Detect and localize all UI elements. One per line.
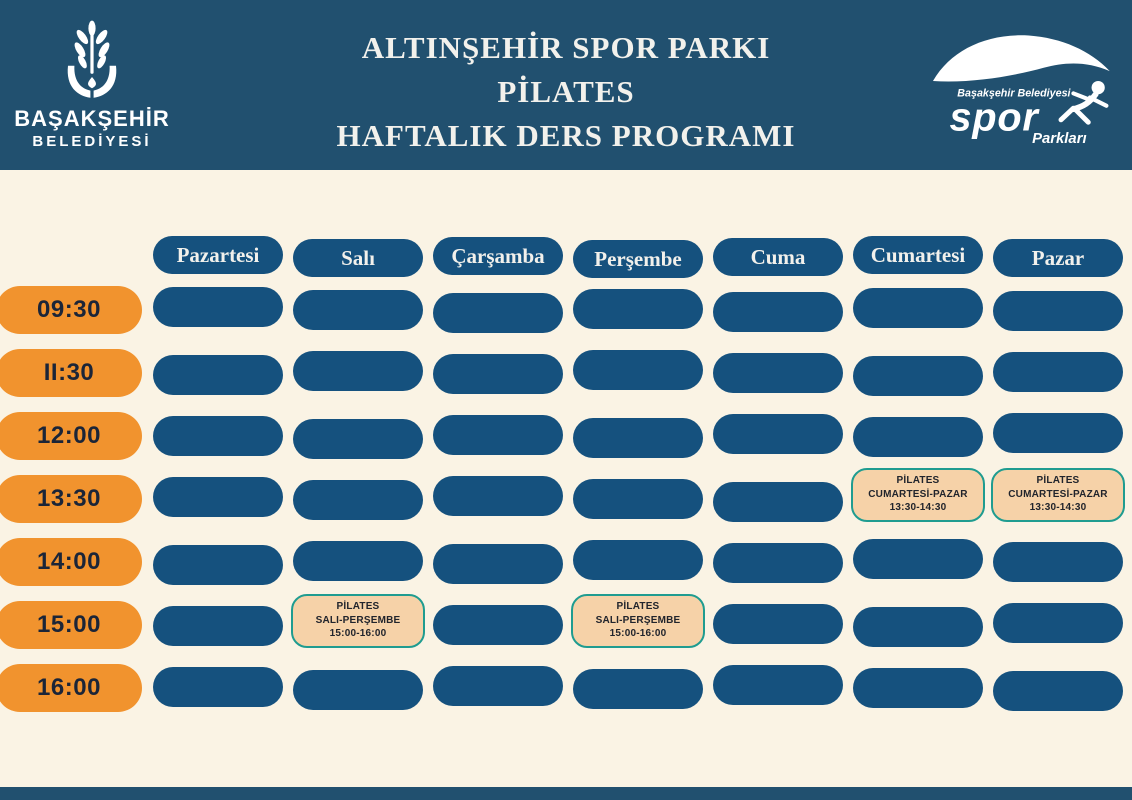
grid-slot — [708, 236, 848, 278]
spor-logo-main-text: spor — [949, 95, 1039, 140]
schedule-cell — [713, 604, 843, 644]
schedule-cell — [433, 293, 563, 333]
time-label-2: II:30 — [0, 349, 142, 397]
grid-slot — [428, 656, 568, 719]
special-class-card — [291, 594, 425, 648]
grid-slot — [0, 593, 148, 656]
day-header-4: Perşembe — [573, 240, 703, 278]
special-class-card — [851, 468, 985, 522]
grid-slot — [0, 530, 148, 593]
grid-slot — [148, 530, 288, 593]
grid-slot — [988, 530, 1128, 593]
schedule-cell — [993, 603, 1123, 643]
grid-slot — [568, 656, 708, 719]
grid-slot — [568, 593, 708, 656]
special-class-title: PİLATES — [336, 601, 380, 613]
schedule-cell — [573, 289, 703, 329]
schedule-cell — [153, 545, 283, 585]
special-class-days: CUMARTESİ-PAZAR — [868, 488, 968, 500]
schedule-cell — [293, 351, 423, 391]
grid-slot — [848, 404, 988, 467]
title-line-park: ALTINŞEHİR SPOR PARKI — [361, 30, 771, 65]
schedule-cell — [573, 479, 703, 519]
special-class-hours: 13:30-14:30 — [889, 502, 947, 514]
grid-slot — [288, 656, 428, 719]
schedule-cell — [853, 288, 983, 328]
schedule-cell — [993, 291, 1123, 331]
schedule-cell — [853, 539, 983, 579]
schedule-cell — [993, 671, 1123, 711]
municipality-name: BAŞAKŞEHİR — [14, 106, 170, 131]
grid-slot — [428, 341, 568, 404]
schedule-cell — [573, 418, 703, 458]
grid-slot — [288, 467, 428, 530]
spor-parklari-icon — [928, 28, 1118, 148]
grid-slot — [848, 236, 988, 278]
schedule-cell — [433, 666, 563, 706]
spor-logo-sub-text: Parkları — [1032, 130, 1087, 147]
grid-slot — [288, 341, 428, 404]
title-line-program: HAFTALIK DERS PROGRAMI — [336, 118, 796, 153]
schedule-cell — [433, 415, 563, 455]
day-header-6: Cumartesi — [853, 236, 983, 274]
municipality-logo — [12, 18, 172, 150]
time-label-1: 09:30 — [0, 286, 142, 334]
grid-slot — [708, 341, 848, 404]
grid-slot — [428, 236, 568, 278]
grid-slot — [288, 530, 428, 593]
grid-slot — [988, 593, 1128, 656]
grid-slot — [708, 467, 848, 530]
grid-slot — [848, 530, 988, 593]
grid-slot — [988, 404, 1128, 467]
schedule-cell — [993, 413, 1123, 453]
grid-slot — [428, 593, 568, 656]
grid-slot — [708, 593, 848, 656]
grid-slot — [288, 404, 428, 467]
day-header-7: Pazar — [993, 239, 1123, 277]
schedule-cell — [433, 605, 563, 645]
grid-slot — [428, 278, 568, 341]
spor-logo-top-text: Başakşehir Belediyesi — [957, 87, 1071, 100]
grid-slot — [148, 593, 288, 656]
schedule-cell — [993, 542, 1123, 582]
spor-parklari-logo — [928, 28, 1118, 153]
special-class-days: SALI-PERŞEMBE — [595, 614, 681, 626]
schedule-cell — [713, 665, 843, 705]
schedule-cell — [153, 416, 283, 456]
title-line-activity: PİLATES — [497, 74, 635, 109]
special-class-days: SALI-PERŞEMBE — [315, 614, 401, 626]
grid-slot — [568, 467, 708, 530]
schedule-cell — [153, 355, 283, 395]
special-class-card — [991, 468, 1125, 522]
day-header-5: Cuma — [713, 238, 843, 276]
grid-slot — [568, 530, 708, 593]
grid-slot — [0, 656, 148, 719]
schedule-cell — [293, 419, 423, 459]
grid-slot — [848, 341, 988, 404]
schedule-cell — [293, 670, 423, 710]
schedule-cell — [573, 540, 703, 580]
schedule-cell — [293, 290, 423, 330]
special-class-card — [571, 594, 705, 648]
grid-slot — [148, 278, 288, 341]
grid-slot — [148, 467, 288, 530]
grid-slot — [0, 341, 148, 404]
time-label-4: 13:30 — [0, 475, 142, 523]
schedule-cell — [853, 417, 983, 457]
grid-slot — [148, 404, 288, 467]
weekly-schedule-grid — [0, 236, 1128, 719]
schedule-cell — [713, 414, 843, 454]
grid-slot — [988, 467, 1128, 530]
grid-slot — [288, 593, 428, 656]
grid-slot — [568, 341, 708, 404]
grid-slot — [288, 236, 428, 278]
grid-slot — [568, 236, 708, 278]
grid-slot — [988, 236, 1128, 278]
special-class-title: PİLATES — [1036, 475, 1080, 487]
grid-slot — [428, 404, 568, 467]
grid-slot — [848, 278, 988, 341]
schedule-cell — [433, 354, 563, 394]
day-header-1: Pazartesi — [153, 236, 283, 274]
schedule-cell — [153, 606, 283, 646]
grid-slot — [848, 467, 988, 530]
time-label-3: 12:00 — [0, 412, 142, 460]
schedule-cell — [433, 476, 563, 516]
grid-slot — [568, 278, 708, 341]
wheat-hands-icon — [52, 18, 132, 104]
schedule-cell — [573, 350, 703, 390]
grid-slot — [568, 404, 708, 467]
poster-title — [246, 26, 886, 158]
schedule-cell — [433, 544, 563, 584]
footer-bar — [0, 787, 1132, 800]
schedule-cell — [713, 292, 843, 332]
schedule-cell — [153, 667, 283, 707]
schedule-cell — [573, 669, 703, 709]
schedule-cell — [153, 477, 283, 517]
schedule-cell — [853, 356, 983, 396]
day-header-3: Çarşamba — [433, 237, 563, 275]
time-label-6: 15:00 — [0, 601, 142, 649]
header-banner — [0, 0, 1132, 170]
grid-slot — [708, 530, 848, 593]
schedule-cell — [713, 353, 843, 393]
grid-slot — [988, 656, 1128, 719]
schedule-cell — [293, 541, 423, 581]
grid-slot — [988, 341, 1128, 404]
grid-slot — [848, 656, 988, 719]
special-class-title: PİLATES — [896, 475, 940, 487]
schedule-cell — [853, 668, 983, 708]
grid-slot — [988, 278, 1128, 341]
grid-slot — [428, 467, 568, 530]
grid-slot — [428, 530, 568, 593]
special-class-hours: 15:00-16:00 — [609, 628, 667, 640]
grid-slot — [148, 236, 288, 278]
time-label-7: 16:00 — [0, 664, 142, 712]
grid-slot — [848, 593, 988, 656]
day-header-2: Salı — [293, 239, 423, 277]
grid-slot — [288, 278, 428, 341]
schedule-cell — [293, 480, 423, 520]
grid-slot — [0, 404, 148, 467]
special-class-days: CUMARTESİ-PAZAR — [1008, 488, 1108, 500]
schedule-cell — [993, 352, 1123, 392]
time-label-5: 14:00 — [0, 538, 142, 586]
grid-slot — [148, 656, 288, 719]
special-class-hours: 15:00-16:00 — [329, 628, 387, 640]
schedule-cell — [853, 607, 983, 647]
schedule-cell — [153, 287, 283, 327]
municipality-subname: BELEDİYESİ — [32, 133, 152, 150]
grid-slot — [708, 404, 848, 467]
schedule-cell — [713, 482, 843, 522]
grid-slot — [148, 341, 288, 404]
grid-slot — [0, 278, 148, 341]
grid-corner-spacer — [0, 236, 148, 278]
grid-slot — [708, 278, 848, 341]
schedule-cell — [713, 543, 843, 583]
grid-slot — [708, 656, 848, 719]
grid-slot — [0, 467, 148, 530]
special-class-hours: 13:30-14:30 — [1029, 502, 1087, 514]
special-class-title: PİLATES — [616, 601, 660, 613]
